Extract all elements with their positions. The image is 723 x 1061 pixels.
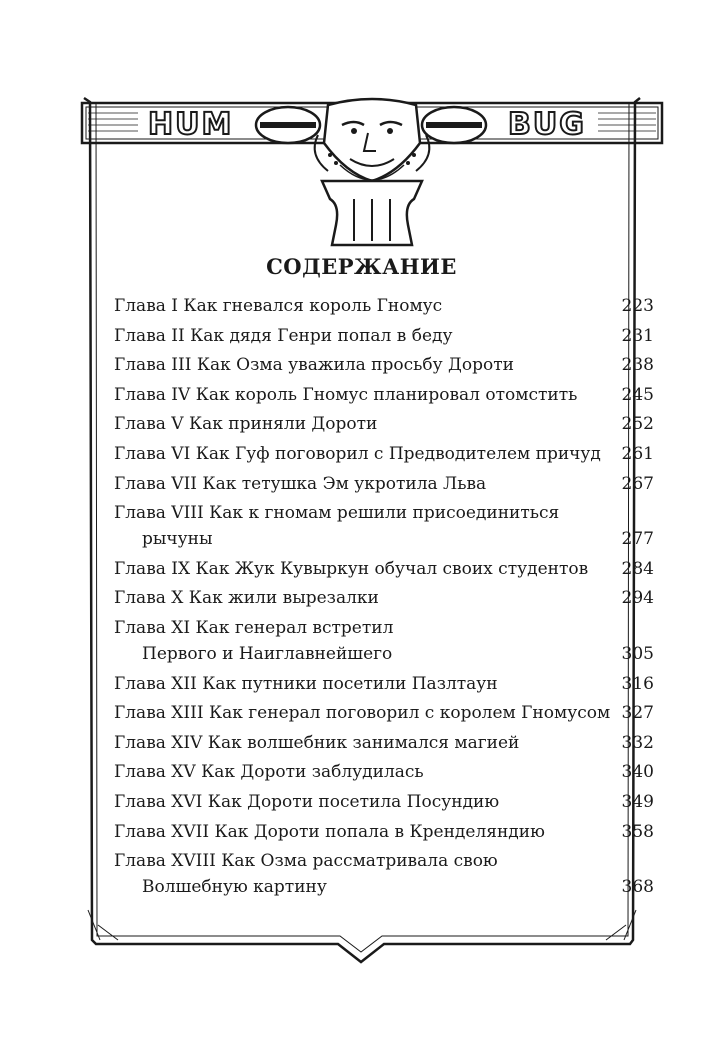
toc-entry-title-text: Глава XII Как путники посетили Пазлтаун	[114, 673, 498, 694]
toc-entry-title-text: Глава XVI Как Дороти посетила Посундию	[114, 791, 500, 812]
toc-entry	[114, 381, 654, 411]
toc-page-number: 358	[621, 821, 654, 842]
toc-entry	[114, 410, 654, 440]
toc-page-number: 223	[621, 296, 654, 316]
toc-entry-continuation: рычуны	[142, 529, 213, 550]
toc-entry-title-text: Глава XV Как Дороти заблудилась	[114, 762, 424, 783]
toc-entry-continuation: Первого и Наиглавнейшего	[142, 643, 393, 664]
toc-entry	[114, 873, 654, 903]
toc-entry	[114, 322, 654, 352]
toc-entry	[114, 699, 654, 729]
header-right-word: BUG	[508, 107, 586, 142]
toc-page-number: 261	[621, 443, 654, 464]
toc-entry	[114, 758, 654, 788]
toc-page-number: 316	[621, 673, 654, 694]
toc-entry-title-text: Глава III Как Озма уважила просьбу Дороти	[114, 355, 514, 376]
toc-page-number: 340	[621, 762, 654, 783]
toc-entry	[114, 292, 654, 322]
toc-entry-continuation: Волшебную картину	[142, 877, 327, 898]
toc-page-number: 349	[621, 791, 654, 812]
toc-page-number: 332	[621, 732, 654, 753]
toc-entry	[114, 670, 654, 700]
toc-entry-title-text: Глава XIII Как генерал поговорил с королем Гномусом	[114, 703, 611, 724]
toc-page-number: 277	[621, 529, 654, 550]
header-illustration	[78, 95, 666, 255]
toc-page-number: 305	[621, 643, 654, 664]
toc-entry-title-text: Глава I Как гневался король Гномус	[114, 296, 443, 316]
toc-entry-title-text: Глава VII Как тетушка Эм укротила Льва	[114, 473, 487, 494]
table-of-contents	[114, 292, 654, 903]
toc-page-number: 284	[621, 558, 654, 579]
toc-entry-title	[114, 499, 654, 525]
toc-entry	[114, 470, 654, 500]
toc-entry	[114, 555, 654, 585]
toc-entry-title-text: Глава II Как дядя Генри попал в беду	[114, 325, 453, 346]
toc-entry-title-text: Глава VIII Как к гномам решили присоединиться	[114, 503, 560, 524]
toc-entry	[114, 584, 654, 614]
toc-entry-title-text: Глава IV Как король Гномус планировал отомстить	[114, 384, 578, 405]
toc-entry-title-text: Глава XVIII Как Озма рассматривала свою	[114, 851, 498, 872]
toc-page-number: 252	[621, 414, 654, 435]
toc-page-number: 245	[621, 384, 654, 405]
toc-entry-title-text: Глава IX Как Жук Кувыркун обучал своих студентов	[114, 558, 589, 579]
toc-entry	[114, 729, 654, 759]
toc-page-number: 238	[621, 355, 654, 376]
toc-entry	[114, 440, 654, 470]
toc-page-number: 294	[621, 588, 654, 609]
toc-entry-title	[114, 614, 654, 640]
toc-entry-title	[114, 847, 654, 873]
toc-entry	[114, 640, 654, 670]
toc-page-number: 368	[621, 877, 654, 898]
toc-page-number: 231	[621, 325, 654, 346]
toc-entry	[114, 818, 654, 848]
header-left-word: HUM	[148, 107, 234, 142]
toc-entry	[114, 788, 654, 818]
toc-entry-title-text: Глава XVII Как Дороти попала в Кренделяндию	[114, 821, 545, 842]
toc-page-number: 267	[621, 473, 654, 494]
toc-entry	[114, 525, 654, 555]
toc-page-number: 327	[621, 703, 654, 724]
toc-entry	[114, 351, 654, 381]
contents-heading: СОДЕРЖАНИЕ	[266, 254, 457, 279]
toc-entry-title-text: Глава VI Как Гуф поговорил с Предводителем причуд	[114, 443, 601, 464]
toc-entry-title-text: Глава V Как приняли Дороти	[114, 414, 378, 435]
toc-entry-title-text: Глава X Как жили вырезалки	[114, 588, 379, 609]
toc-entry-title-text: Глава XI Как генерал встретил	[114, 617, 394, 638]
toc-entry-title-text: Глава XIV Как волшебник занимался магией	[114, 732, 520, 753]
